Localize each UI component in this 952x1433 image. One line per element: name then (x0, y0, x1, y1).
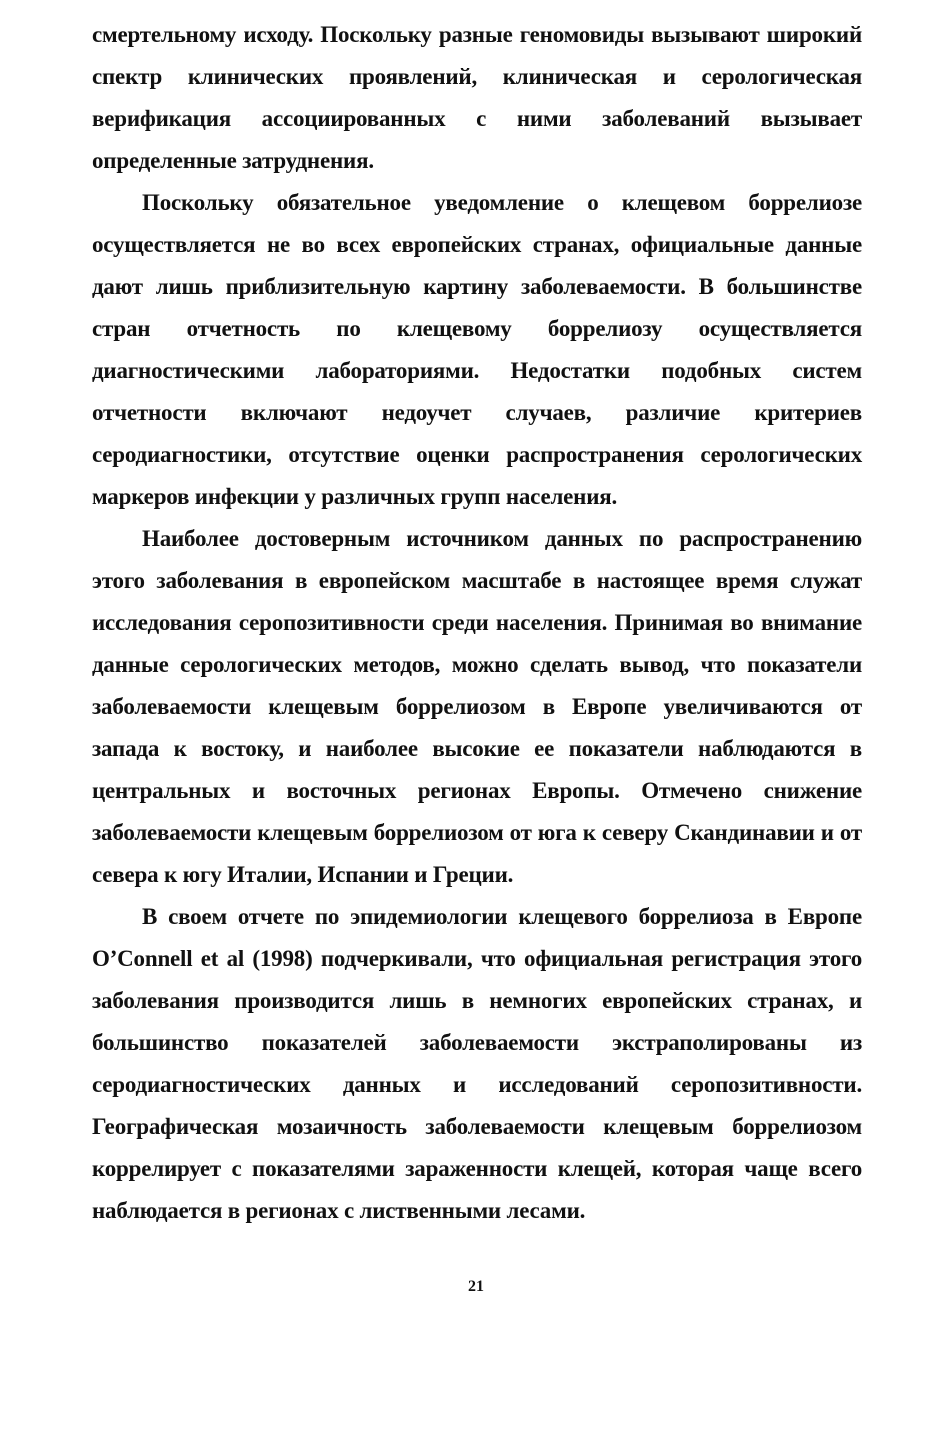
paragraph-seropositivity: Наиболее достоверным источником данных по распространению этого заболевания в европейском масштабе в настоящее время служат исследования серопозитивности среди населения. Принимая во внимание данные серологических методов, можно сделать вывод, что показатели заболеваемости клещевым боррелиозом в Европе увеличиваются от запада к востоку, и наиболее высокие ее показатели наблюдаются в центральных и восточных регионах Европы. Отмечено снижение заболеваемости клещевым боррелиозом от юга к северу Скандинавии и от севера к югу Италии, Испании и Греции. (92, 526, 862, 887)
paragraph-epidemiology-report: В своем отчете по эпидемиологии клещевого боррелиоза в Европе O’Connell et al (1998) подчеркивали, что официальная регистрация этого заболевания производится лишь в немногих европейских странах, и большинство показателей заболеваемости экстраполированы из серодиагностических данных и исследований серопозитивности. Географическая мозаичность заболеваемости клещевым боррелиозом коррелирует с показателями зараженности клещей, которая чаще всего наблюдается в регионах с лиственными лесами. (92, 904, 862, 1223)
paragraph-continuation: смертельному исходу. Поскольку разные геномовиды вызывают широкий спектр клинических проявлений, клиническая и серологическая верификация ассоциированных с ними заболеваний вызывает определенные затруднения. (92, 22, 862, 173)
document-body (92, 14, 862, 1232)
page-number: 21 (468, 1278, 484, 1295)
paragraph-notification: Поскольку обязательное уведомление о клещевом боррелиозе осуществляется не во всех европейских странах, официальные данные дают лишь приблизительную картину заболеваемости. В большинстве стран отчетность по клещевому боррелиозу осуществляется диагностическими лабораториями. Недостатки подобных систем отчетности включают недоучет случаев, различие критериев серодиагностики, отсутствие оценки распространения серологических маркеров инфекции у различных групп населения. (92, 190, 862, 509)
